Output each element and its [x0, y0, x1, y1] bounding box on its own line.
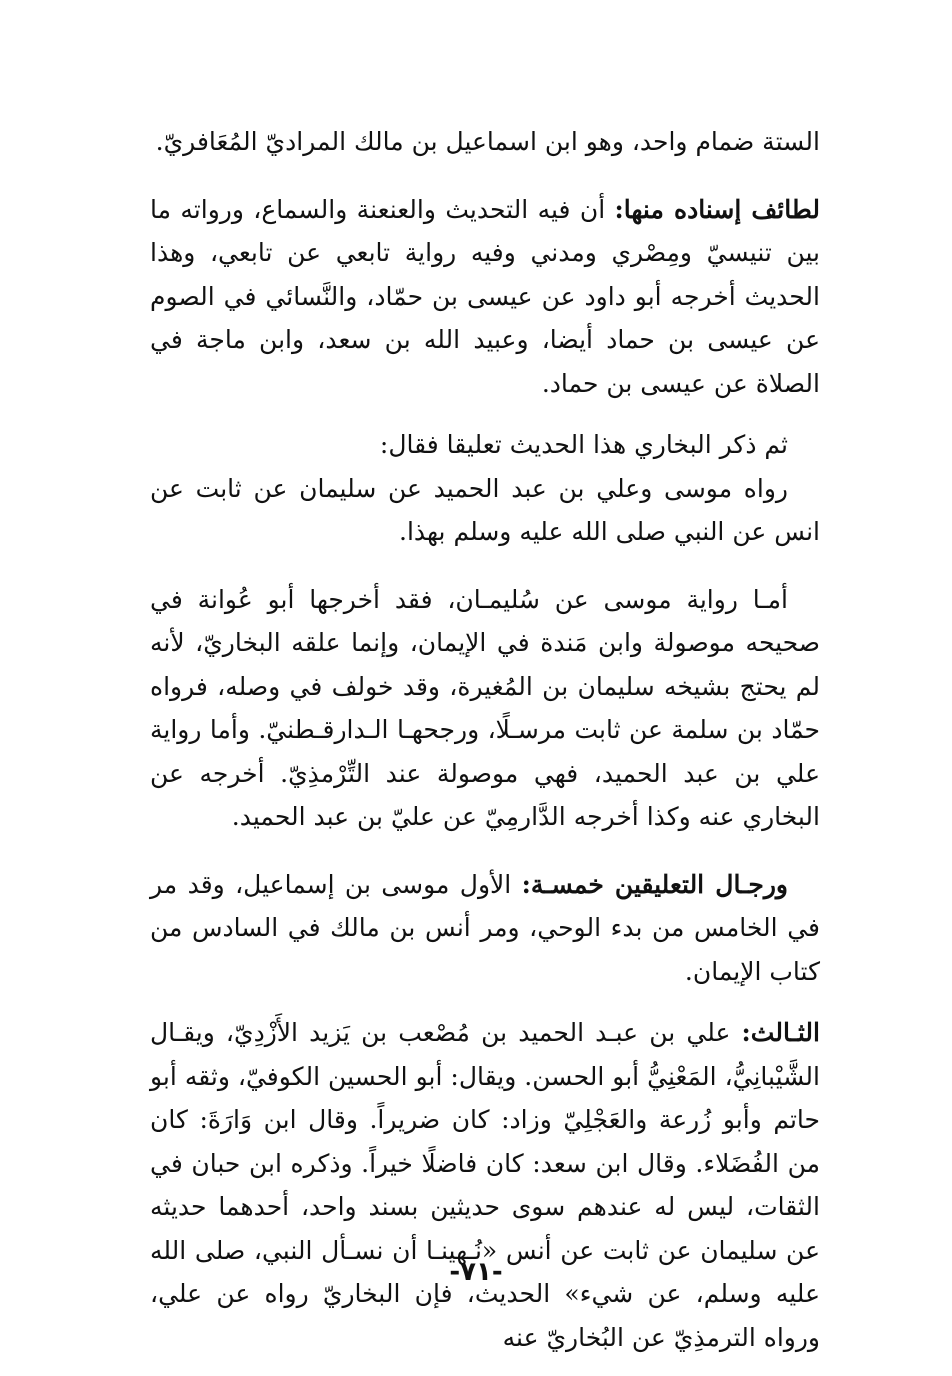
- paragraph-third-narrator: [150, 1011, 820, 1359]
- paragraph-text: ثم ذكر البخاري هذا الحديث تعليقا فقال:: [379, 430, 788, 459]
- page-number: -٧١-: [449, 1257, 503, 1287]
- paragraph-continuation: [150, 120, 820, 164]
- paragraph-bukhari-taliq: [150, 423, 820, 467]
- paragraph-narration: [150, 467, 820, 554]
- paragraph-text: أن فيه التحديث والعنعنة والسماع، ورواته ما بين تنيسيّ ومِصْري ومدني وفيه رواية تابعي عن تابعي، وهذا الحديث أخرجه أبو داود عن عيسى بن حمّاد، والنَّسائي في الصوم عن عيسى بن حماد أيضا، وعبيد الله بن سعد، وابن ماجة في الصلاة عن عيسى بن حماد.: [150, 194, 820, 398]
- paragraph-isnad-subtleties: [150, 188, 820, 406]
- page-body: [150, 120, 820, 1359]
- paragraph-text: علي بن عبـد الحميد بن مُصْعب بن يَزيد الأَزْدِيّ، ويقـال الشَّيْبانِيُّ، المَعْنِيُّ أبو الحسن. ويقال: أبو الحسين الكوفيّ، وثقه أبو حاتم وأبو زُرعة والعَجْلِيّ وزاد: كان ضريراً. وقال ابن وَارَةَ: كان من الفُضَلاء. وقال ابن سعد: كان فاضلًا خيراً. وذكره ابن حبان في الثقات، ليس له عندهم سوى حديثين بسند واحد، أحدهما حديثه عن سليمان عن ثابت عن أنس «نُـهينـا أن نسـأل النبي، صلى الله عليه وسلم، عن شيء» الحديث، فإن البخاريّ رواه عن علي، ورواه الترمذِيّ عن البُخاريّ عنه: [150, 1018, 820, 1352]
- paragraph-ta-liq-men: [150, 863, 820, 994]
- paragraph-text: أمـا رواية موسى عن سُليمـان، فقد أخرجها أبو عُوانة في صحيحه موصولة وابن مَندة في الإيمان، وإنما علقه البخاريّ، لأنه لم يحتج بشيخه سليمان بن المُغيرة، وقد خولف في وصله، فرواه حمّاد بن سلمة عن ثابت مرسـلًا، ورجحهـا الـدارقـطنيّ. وأما رواية علي بن عبد الحميد، فهي موصولة عند التِّرْمذِيّ. أخرجه عن البخاري عنه وكذا أخرجه الدَّارمِيّ عن عليّ بن عبد الحميد.: [150, 584, 820, 831]
- paragraph-heading: ورجـال التعليقين خمسـة:: [521, 869, 788, 899]
- paragraph-text: الستة ضمام واحد، وهو ابن اسماعيل بن مالك المراديّ المُعَافريّ.: [155, 127, 820, 156]
- paragraph-heading: لطائف إسناده منها:: [614, 194, 820, 224]
- paragraph-text: رواه موسى وعلي بن عبد الحميد عن سليمان عن ثابت عن انس عن النبي صلى الله عليه وسلم بهذا.: [150, 473, 820, 546]
- paragraph-text: الأول موسى بن إسماعيل، وقد مر في الخامس من بدء الوحي، ومر أنس بن مالك في السادس من كتاب الإيمان.: [150, 869, 820, 986]
- paragraph-musa-riwaya: [150, 578, 820, 839]
- paragraph-heading: الثـالث:: [741, 1018, 820, 1047]
